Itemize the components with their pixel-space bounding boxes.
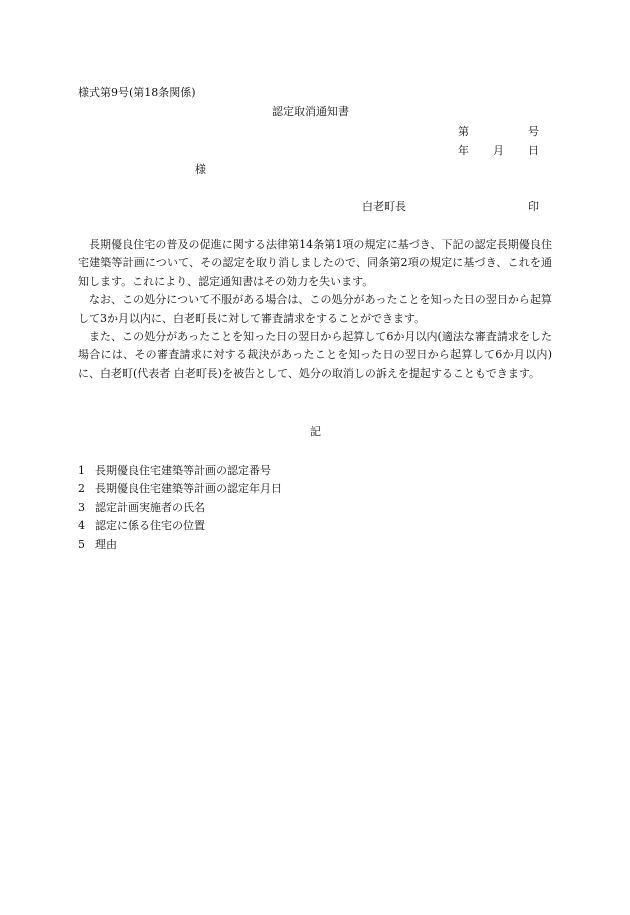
notice-body [78,236,552,383]
seal-mark: 印 [528,200,539,213]
item-text: 長期優良住宅建築等計画の認定年月日 [95,482,282,496]
item-number: 4 [78,519,85,533]
date-day-label: 日 [528,144,539,157]
item-number: 5 [78,537,85,551]
item-list [78,462,282,554]
item-text: 理由 [95,537,117,551]
recipient-honorific: 様 [195,163,206,176]
item-text: 認定計画実施者の氏名 [95,500,205,514]
date-month-label: 月 [493,144,504,157]
item-text: 認定に係る住宅の位置 [95,519,205,533]
document-title: 認定取消通知書 [272,105,349,118]
ki-heading: 記 [310,425,321,438]
document-number-suffix: 号 [528,125,539,138]
body-paragraph-appeal: なお、この処分について不服がある場合は、この処分があったことを知った日の翌日から起算して3か月以内に、白老町長に対して審査請求をすることができます。 [78,293,552,325]
list-item [78,462,282,480]
item-number: 2 [78,482,85,496]
body-paragraph-revocation: 長期優良住宅の普及の促進に関する法律第14条第1項の規定に基づき、下記の認定長期優良住宅建築等計画について、その認定を取り消しましたので、同条第2項の規定に基づき、これを通知します。これにより、認定通知書はその効力を失います。 [78,238,552,288]
date-year-label: 年 [458,144,469,157]
list-item [78,536,282,554]
item-number: 3 [78,500,85,514]
list-item [78,499,282,517]
form-number: 様式第9号(第18条関係) [78,86,196,99]
item-number: 1 [78,464,85,477]
issuer-name: 白老町長 [362,200,406,213]
item-text: 長期優良住宅建築等計画の認定番号 [95,464,271,477]
body-paragraph-lawsuit: また、この処分があったことを知った日の翌日から起算して6か月以内(適法な審査請求をした場合には、その審査請求に対する裁決があったことを知った日の翌日から起算して6か月以内)に、白老町(代表者 白老町長)を被告として、処分の取消しの訴えを提起することもできます。 [78,330,552,380]
list-item [78,517,282,535]
list-item [78,480,282,498]
document-number-prefix: 第 [458,125,469,138]
